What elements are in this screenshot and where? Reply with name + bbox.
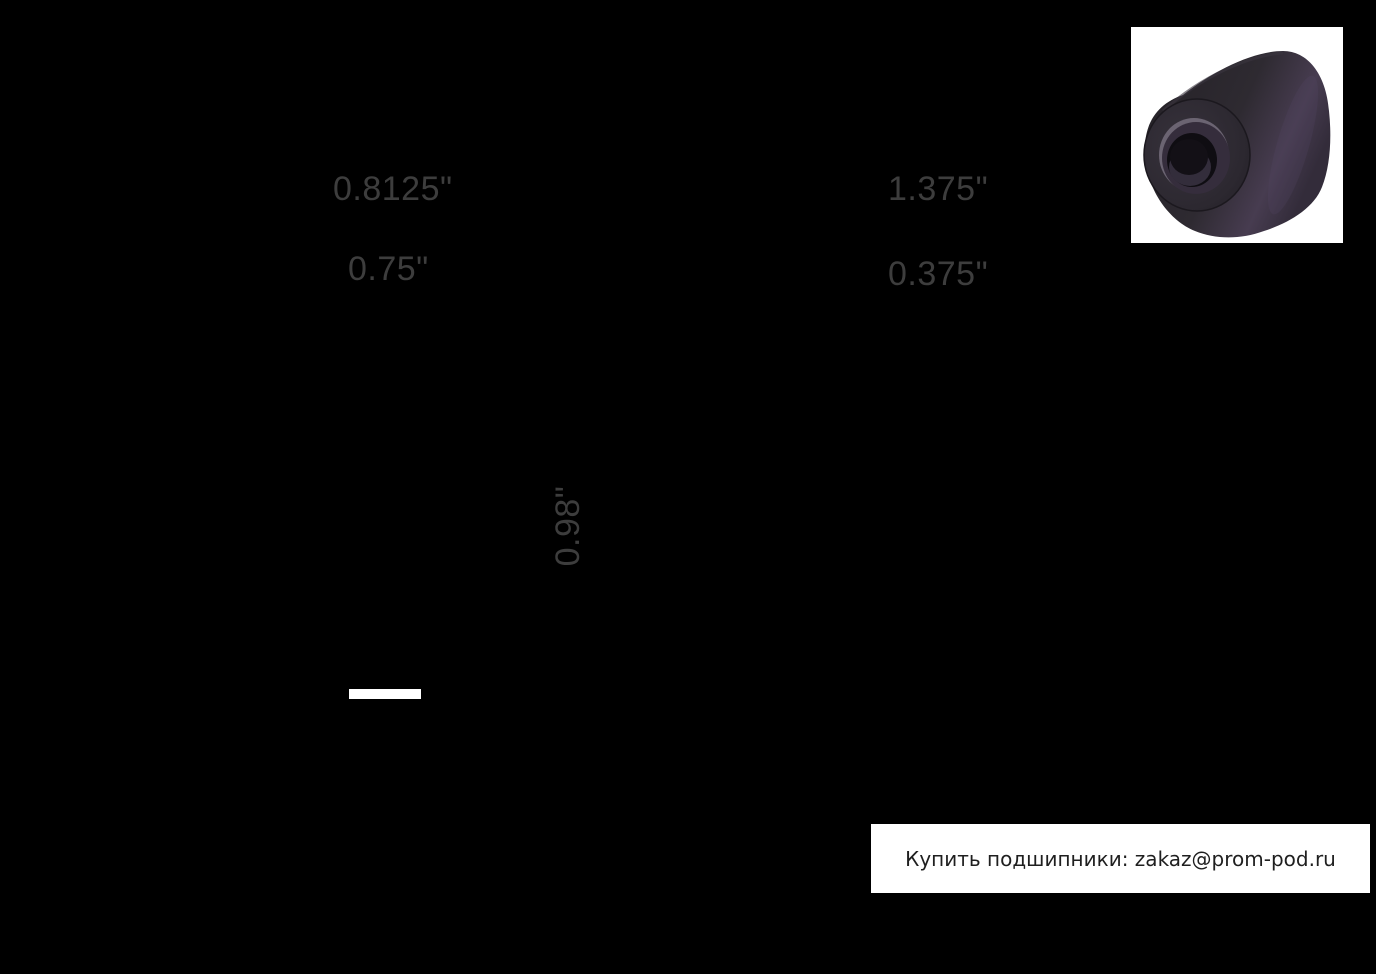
dimension-label-roller-width: 0.75" [348,250,429,288]
dimension-label-vertical-height: 0.98" [549,485,587,567]
dimension-label-bore: 0.375" [888,255,989,293]
product-photo-panel [1131,27,1343,243]
section-line-mark [349,689,421,699]
bearing-3d-render-icon [1131,27,1343,243]
contact-banner [871,824,1370,893]
dimension-label-outer-diameter: 1.375" [888,170,989,208]
dimension-label-outer-width: 0.8125" [333,170,453,208]
contact-banner-text: Купить подшипники: zakaz@prom-pod.ru [905,846,1336,871]
